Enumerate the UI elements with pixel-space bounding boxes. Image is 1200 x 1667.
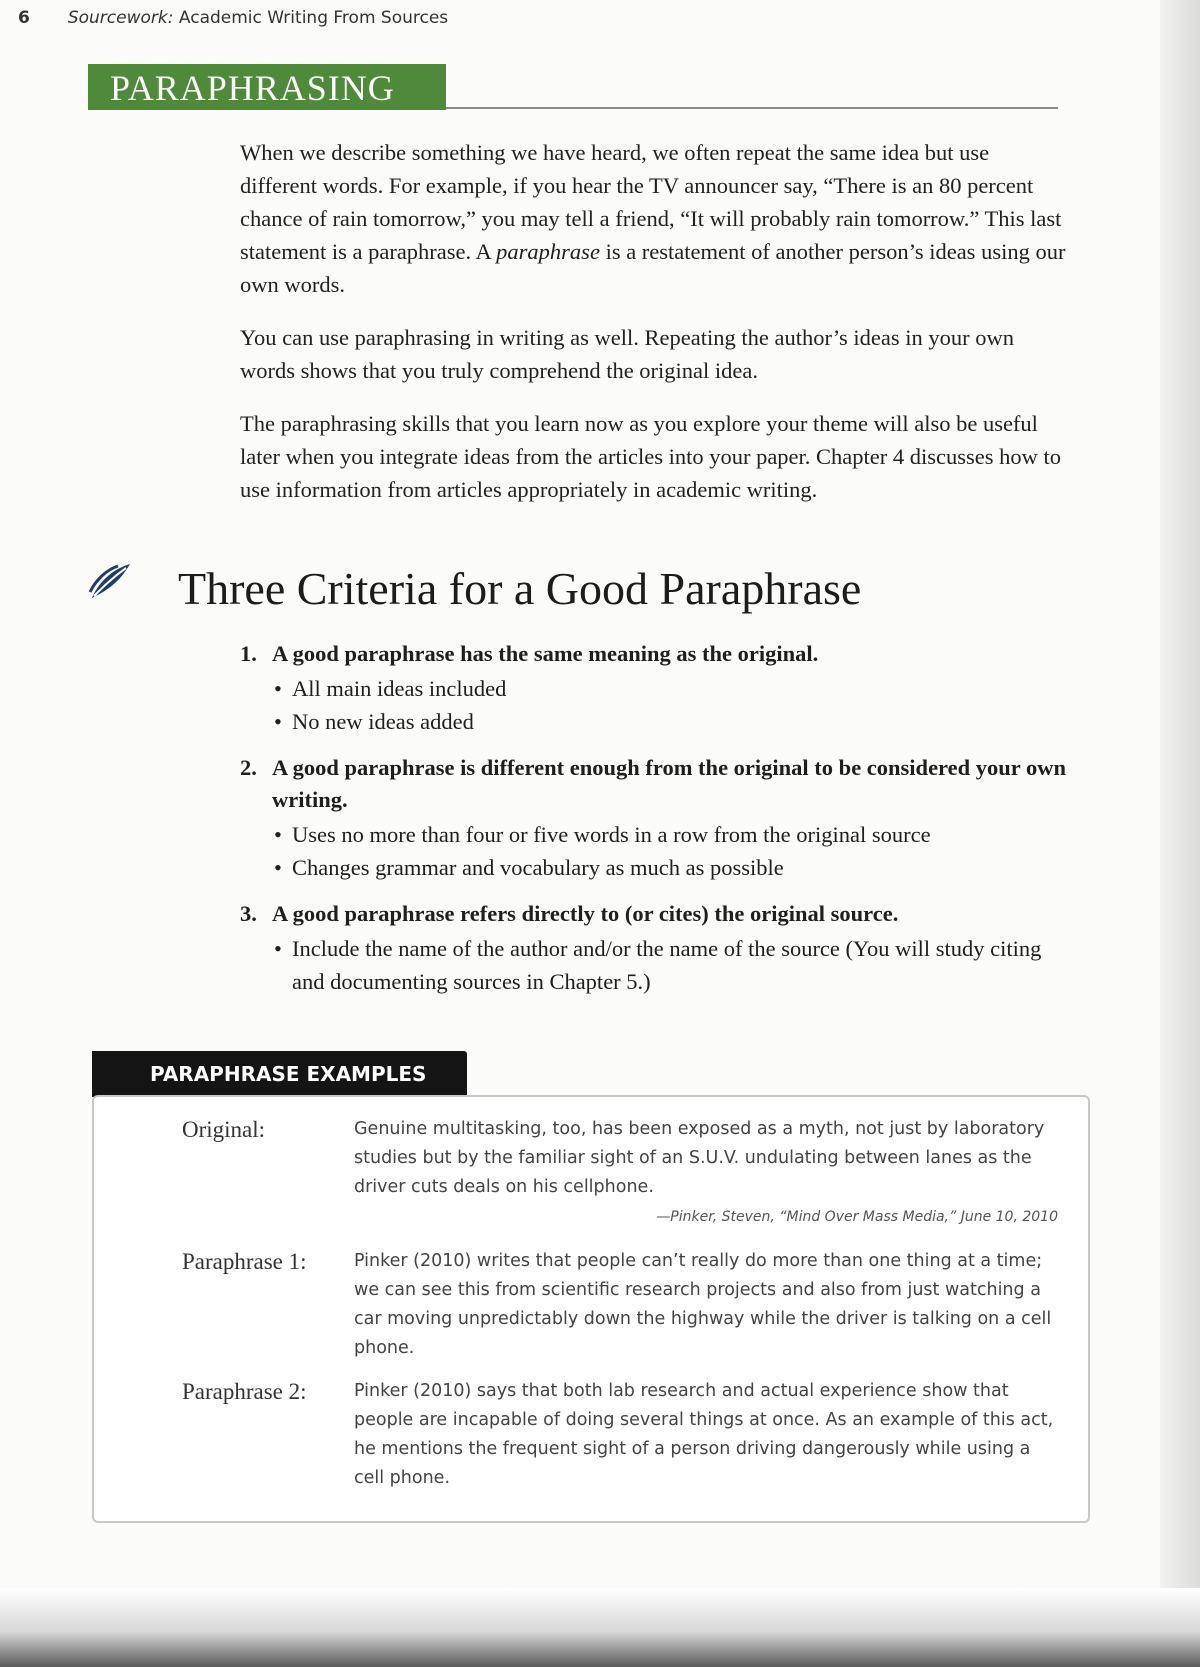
example-text: Pinker (2010) says that both lab research and actual experience show that people are incapable of doing several things at once. As an example of this act, he mentions the frequent sight of a person driving dangerously while using a cell phone. <box>354 1381 1054 1488</box>
intro-p1-part-a: When we describe something we have heard, we often repeat the same idea but use different words. For example, if you hear the TV announcer say, “There is an 80 percent chance of rain tomorrow,” you may tell a friend, “It will probably rain tomorrow.” This last statement is a paraphrase. A <box>240 140 1062 264</box>
section-rule <box>446 107 1058 109</box>
examples-tab: PARAPHRASE EXAMPLES <box>92 1051 467 1097</box>
criterion-2 <box>240 752 1070 884</box>
criterion-number: 1. <box>240 641 257 666</box>
example-text: Pinker (2010) writes that people can’t really do more than one thing at a time; we can see this from scientific research projects and also from just watching a car moving unpredictably down the highway while the driver is talking on a cell phone. <box>354 1251 1052 1358</box>
intro-p1-part-b: is a restatement of another person’s ideas using our own words. <box>240 239 1066 297</box>
example-text: Genuine multitasking, too, has been exposed as a myth, not just by laboratory studies but by the familiar sight of an S.U.V. undulating between lanes as the driver cuts deals on his cellphone. <box>354 1119 1045 1197</box>
criterion-bullet: • Include the name of the author and/or the name of the source (You will study citing and documenting sources in Chapter 5.) <box>272 932 1070 998</box>
example-label: Paraphrase 1: <box>182 1249 307 1274</box>
book-title: Academic Writing From Sources <box>173 8 449 28</box>
criteria-list <box>240 638 1070 1012</box>
criterion-text: A good paraphrase refers directly to (or cites) the original source. <box>272 901 899 926</box>
book-title-italic: Sourcework: <box>67 8 174 28</box>
section-title-banner: PARAPHRASING <box>88 64 446 110</box>
example-paraphrase-1 <box>182 1247 1062 1363</box>
criteria-heading: Three Criteria for a Good Paraphrase <box>178 563 862 614</box>
intro-text <box>240 136 1070 526</box>
scan-bottom-shadow <box>0 1588 1200 1667</box>
criterion-3 <box>240 898 1070 998</box>
criterion-number: 2. <box>240 755 257 780</box>
page-number: 6 <box>18 8 30 28</box>
examples-box <box>92 1095 1090 1523</box>
page-edge-shadow <box>1160 0 1200 1667</box>
example-original <box>182 1115 1062 1202</box>
criterion-bullet: • Uses no more than four or five words in a row from the original source <box>272 818 1070 851</box>
criterion-bullet: • All main ideas included <box>272 672 1070 705</box>
criterion-text: A good paraphrase has the same meaning as the original. <box>272 641 819 666</box>
intro-paragraph-1 <box>240 136 1070 301</box>
intro-paragraph-3: The paraphrasing skills that you learn now as you explore your theme will also be useful later when you integrate ideas from the articles into your paper. Chapter 4 discusses how to use information from articles appropriately in academic writing. <box>240 411 1062 502</box>
intro-paragraph-2: You can use paraphrasing in writing as well. Repeating the author’s ideas in your own words shows that you truly comprehend the original idea. <box>240 325 1015 383</box>
term-paraphrase: paraphrase <box>496 239 600 264</box>
original-citation: —Pinker, Steven, “Mind Over Mass Media,” June 10, 2010 <box>656 1209 1058 1225</box>
quill-icon <box>88 562 132 600</box>
criterion-1 <box>240 638 1070 738</box>
example-label: Paraphrase 2: <box>182 1379 307 1404</box>
example-label: Original: <box>182 1117 266 1142</box>
criterion-bullet: • No new ideas added <box>272 705 1070 738</box>
running-head <box>18 8 448 28</box>
criterion-text: A good paraphrase is different enough from the original to be considered your own writing. <box>272 755 1066 812</box>
example-paraphrase-2 <box>182 1377 1062 1493</box>
criterion-number: 3. <box>240 901 257 926</box>
criterion-bullet: • Changes grammar and vocabulary as much as possible <box>272 851 1070 884</box>
